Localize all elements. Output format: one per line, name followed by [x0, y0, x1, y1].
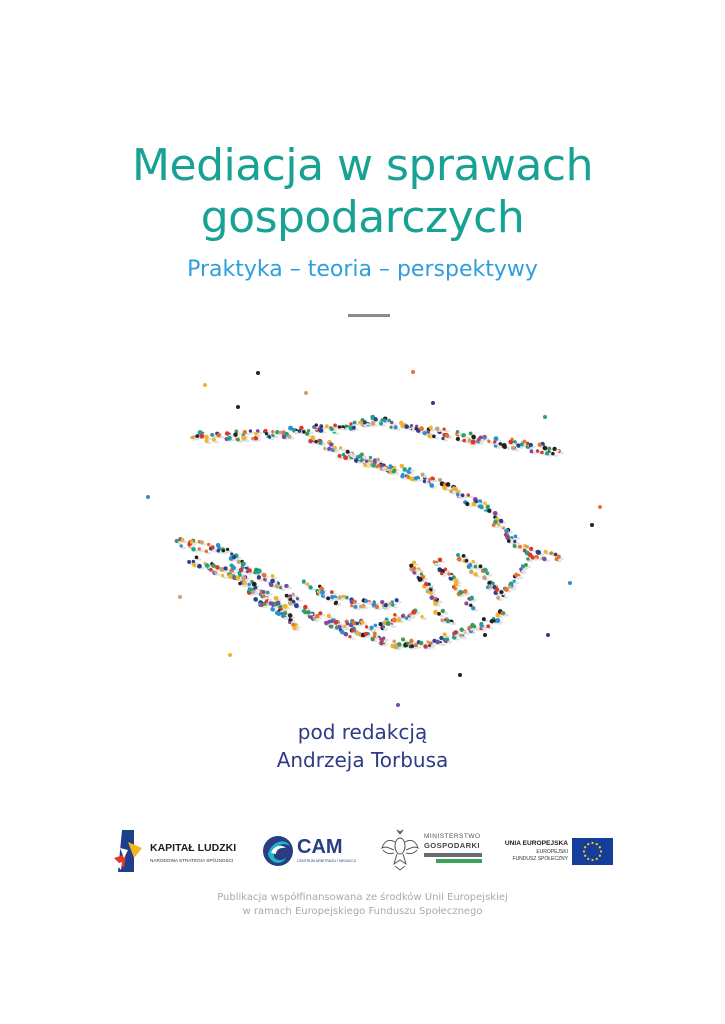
kapital-ludzki-title: KAPITAŁ LUDZKI [150, 842, 237, 854]
editor-name: Andrzeja Torbusa [276, 748, 449, 772]
kapital-ludzki-emblem-icon [112, 828, 148, 874]
ministerstwo-line2: GOSPODARKI [424, 841, 480, 850]
cam-logo [262, 832, 356, 870]
ue-line2: EUROPEJSKI [536, 849, 568, 855]
ministerstwo-bar-dark [424, 853, 482, 857]
kapital-ludzki-subtitle: NARODOWA STRATEGIA SPÓJNOŚCI [150, 858, 234, 863]
ministerstwo-gospodarki-logo [380, 828, 492, 872]
ministerstwo-line1: MINISTERSTWO [424, 833, 481, 840]
ministerstwo-bar-green [436, 859, 482, 863]
cam-subtitle: CENTRUM ARBITRAŻU I MEDIACJI [297, 859, 356, 863]
book-title [0, 140, 725, 244]
cam-title: CAM [297, 836, 343, 858]
kapital-ludzki-logo [112, 828, 248, 874]
book-subtitle: Praktyka – teoria – perspektywy [187, 257, 538, 282]
funding-note-line2: w ramach Europejskiego Funduszu Społecznego [242, 906, 483, 917]
editor-label: pod redakcją [297, 720, 428, 744]
eagle-emblem-icon [380, 828, 420, 872]
title-divider [348, 314, 390, 317]
funding-note-line1: Publikacja współfinansowana ze środków Unii Europejskiej [217, 892, 508, 903]
ue-line3: FUNDUSZ SPOŁECZNY [512, 856, 568, 862]
book-title-line2: gospodarczych [200, 192, 525, 243]
editor-block [0, 718, 725, 774]
book-title-line1: Mediacja w sprawach [132, 140, 593, 191]
ue-line1: UNIA EUROPEJSKA [504, 840, 568, 847]
ue-efs-logo [500, 836, 614, 868]
cam-wave-icon [262, 834, 294, 868]
handshake-crowd-illustration [130, 355, 630, 715]
funding-note [0, 891, 725, 919]
eu-flag-icon [572, 838, 613, 865]
